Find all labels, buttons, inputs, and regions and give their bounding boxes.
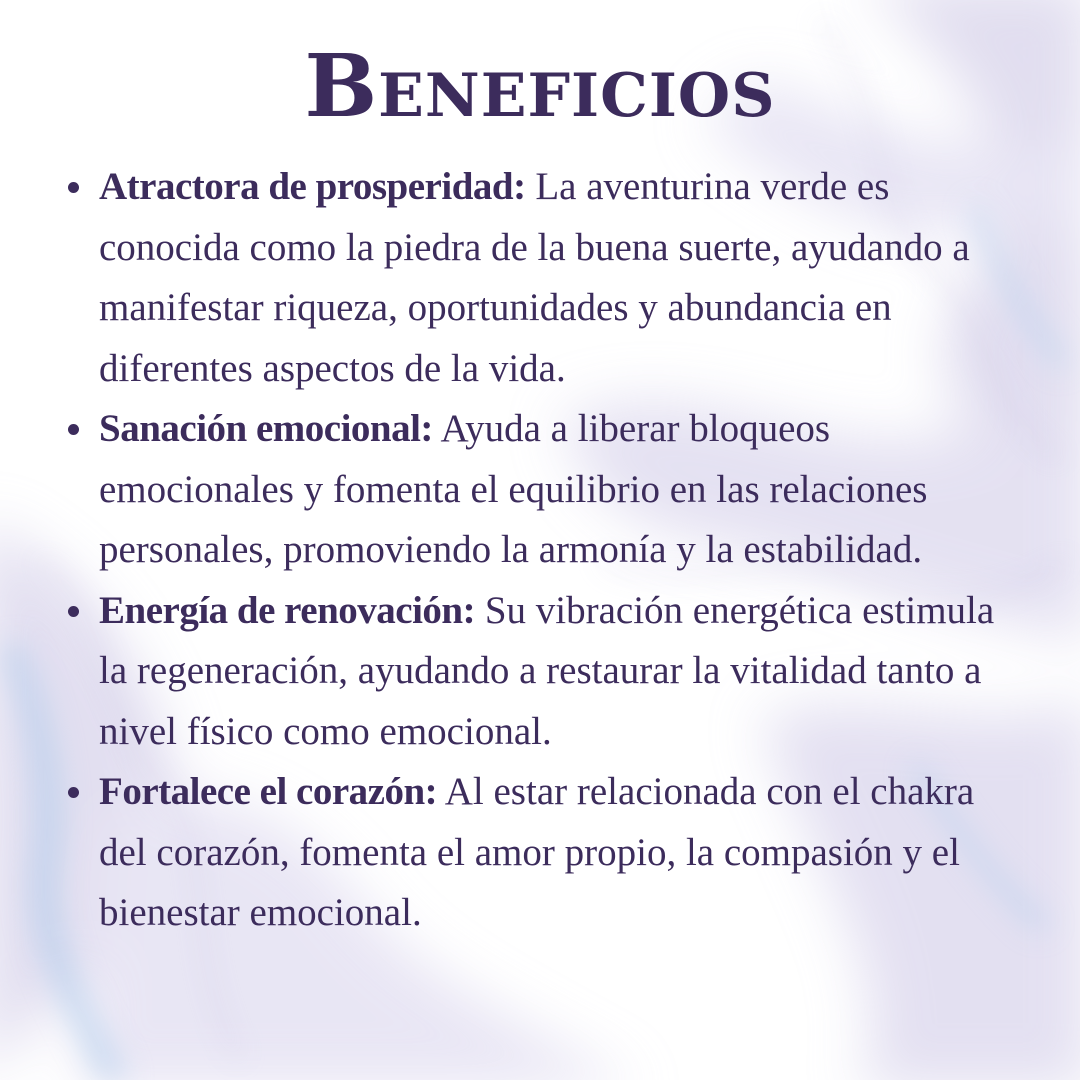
bullet-icon <box>68 424 79 435</box>
benefit-term: Fortalece el corazón: <box>99 770 438 813</box>
benefit-text: La aventurina verde es conocida como la piedra de la buena suerte, ayudando a manifestar riqueza, oportunidades y abundancia en diferentes aspectos de la vida. <box>99 165 970 390</box>
list-item <box>66 581 1026 763</box>
list-item <box>66 157 1026 399</box>
benefit-text: Ayuda a liberar bloqueos emocionales y fomenta el equilibrio en las relaciones personales, promoviendo la armonía y la estabilidad. <box>99 407 928 571</box>
list-item <box>66 399 1026 581</box>
benefit-text: Al estar relacionada con el chakra del corazón, fomenta el amor propio, la compasión y el bienestar emocional. <box>99 770 975 934</box>
benefit-text: Su vibración energética estimula la regeneración, ayudando a restaurar la vitalidad tanto a nivel físico como emocional. <box>99 588 995 753</box>
benefit-term: Sanación emocional: <box>99 407 433 450</box>
bullet-icon <box>68 606 79 617</box>
page-title: Beneficios <box>304 36 776 137</box>
benefit-term: Energía de renovación: <box>99 588 476 632</box>
bullet-icon <box>68 787 79 798</box>
bullet-icon <box>68 182 79 193</box>
benefits-list <box>66 157 1026 944</box>
benefit-term: Atractora de prosperidad: <box>99 165 526 208</box>
list-item <box>66 762 1026 944</box>
